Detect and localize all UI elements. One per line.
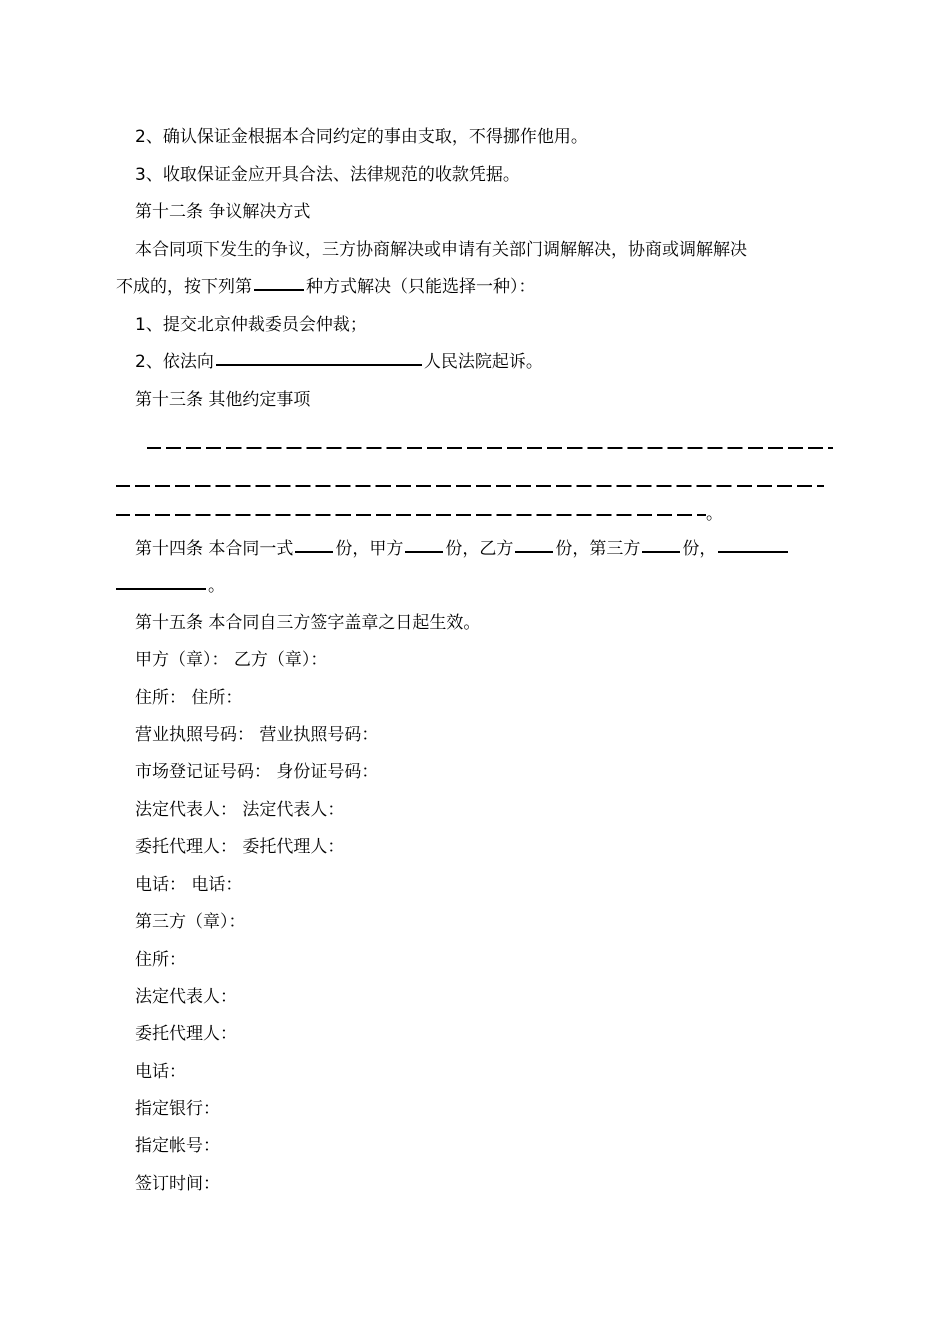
other-terms-line-1[interactable] (147, 440, 833, 457)
article-14-text-c: 份，乙方 (445, 539, 514, 559)
party-a-copies-blank[interactable] (405, 551, 443, 553)
sig-agent-c: 委托代理人： (135, 1024, 237, 1044)
article-14-text-a: 第十四条 本合同一式 (135, 539, 294, 559)
sig-address-ab: 住所： 住所： (135, 688, 243, 708)
sig-account: 指定帐号： (135, 1136, 220, 1156)
sig-legal-rep-ab: 法定代表人： 法定代表人： (135, 800, 345, 820)
article-14-line1 (135, 541, 790, 558)
article-14-text-b: 份，甲方 (335, 539, 404, 559)
other-terms-end: 。 (706, 504, 723, 524)
party-c-copies-blank[interactable] (642, 551, 680, 553)
sig-party-ab: 甲方（章）： 乙方（章）： (135, 650, 328, 670)
dash-line (116, 514, 706, 516)
option-number-blank[interactable] (254, 289, 304, 291)
option-2-text-b: 人民法院起诉。 (423, 352, 543, 372)
sig-date: 签订时间： (135, 1174, 220, 1194)
other-terms-line-3[interactable] (116, 506, 723, 523)
other-terms-line-2[interactable] (116, 478, 824, 495)
sig-address-c: 住所： (135, 950, 186, 970)
court-name-blank[interactable] (216, 364, 422, 366)
sig-license-ab: 营业执照号码： 营业执照号码： (135, 725, 379, 745)
article-14-end: 。 (208, 576, 225, 596)
total-copies-blank[interactable] (295, 551, 333, 553)
article-13-title: 第十三条 其他约定事项 (135, 390, 311, 410)
dash-line (116, 485, 824, 487)
article-12-option-1: 1、提交北京仲裁委员会仲裁； (135, 315, 367, 335)
sig-phone-ab: 电话： 电话： (135, 875, 243, 895)
option-2-text-a: 2、依法向 (135, 352, 214, 372)
article-12-title: 第十二条 争议解决方式 (135, 202, 311, 222)
extra-blank-2[interactable] (116, 588, 206, 590)
sig-phone-c: 电话： (135, 1062, 186, 1082)
clause-item-2: 2、确认保证金根据本合同约定的事由支取，不得挪作他用。 (135, 127, 588, 147)
extra-blank-1[interactable] (718, 551, 788, 553)
party-b-copies-blank[interactable] (515, 551, 553, 553)
article-12-body-line1: 本合同项下发生的争议，三方协商解决或申请有关部门调解解决，协商或调解解决 (135, 240, 747, 260)
sig-legal-rep-c: 法定代表人： (135, 987, 237, 1007)
article-12-text-a: 不成的，按下列第 (116, 277, 252, 297)
sig-bank: 指定银行： (135, 1099, 220, 1119)
dash-line (147, 447, 833, 449)
article-15: 第十五条 本合同自三方签字盖章之日起生效。 (135, 613, 481, 633)
article-12-text-b: 种方式解决（只能选择一种）： (306, 277, 536, 297)
article-14-line2 (116, 578, 225, 595)
sig-party-c: 第三方（章）： (135, 912, 246, 932)
article-14-text-e: 份， (682, 539, 717, 559)
article-12-body-line2 (116, 279, 536, 296)
clause-item-3: 3、收取保证金应开具合法、法律规范的收款凭据。 (135, 165, 520, 185)
article-12-option-2 (135, 354, 543, 371)
article-14-text-d: 份，第三方 (555, 539, 641, 559)
sig-agent-ab: 委托代理人： 委托代理人： (135, 837, 345, 857)
sig-reg-id: 市场登记证号码： 身份证号码： (135, 762, 379, 782)
